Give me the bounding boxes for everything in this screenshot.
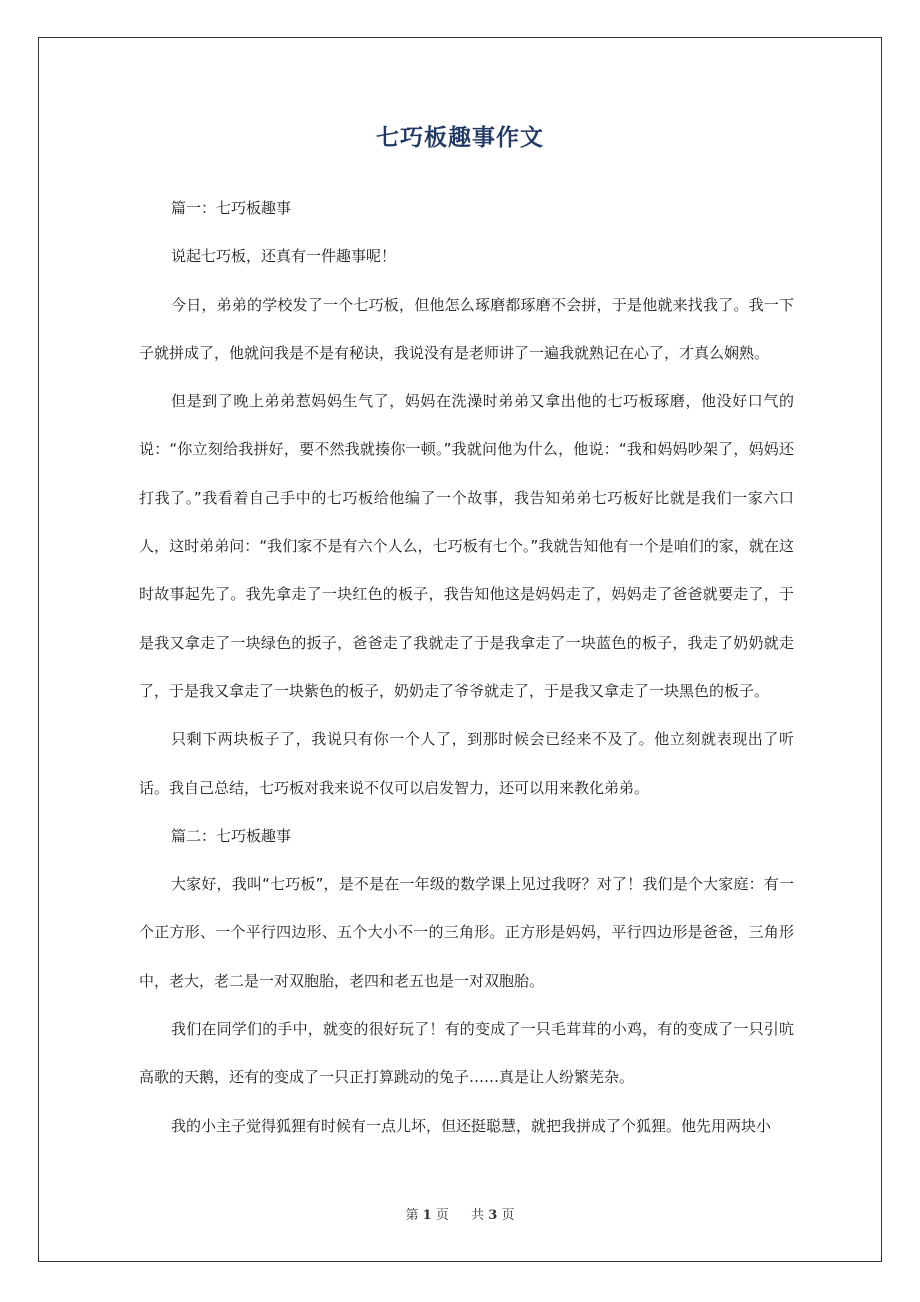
footer-total-pages: 3 <box>488 1208 498 1223</box>
footer-total-prefix: 共 <box>471 1208 485 1223</box>
paragraph: 今日，弟弟的学校发了一个七巧板，但他怎么琢磨都琢磨不会拼，于是他就来找我了。我一下子就拼成了，他就问我是不是有秘诀，我说没有是老师讲了一遍我就熟记在心了，才真么娴熟。 <box>139 295 794 362</box>
section-heading-1: 篇一：七巧板趣事 <box>171 199 292 217</box>
paragraph: 说起七巧板，还真有一件趣事呢！ <box>171 247 397 266</box>
footer-page-label: 页 <box>435 1208 449 1223</box>
footer-total-label: 页 <box>501 1208 515 1223</box>
paragraph: 但是到了晚上弟弟惹妈妈生气了，妈妈在洗澡时弟弟又拿出他的七巧板琢磨，他没好口气的说：“你立刻给我拼好，要不然我就揍你一顿。”我就问他为什么，他说：“我和妈妈吵架了，妈妈还打我了。”我看着自己手中的七巧板给他编了一个故事，我告知弟弟七巧板好比就是我们一家六口人，这时弟弟问：“我们家不是有六个人么，七巧板有七个。”我就告知他有一个是咱们的家，就在这时故事起先了。我先拿走了一块红色的板子，我告知他这是妈妈走了，妈妈走了爸爸就要走了，于是我又拿走了一块绿色的扳子，爸爸走了我就走了于是我拿走了一块蓝色的板子，我走了奶奶就走了，于是我又拿走了一块紫色的板子，奶奶走了爷爷就走了，于是我又拿走了一块黑色的板子。 <box>139 392 794 700</box>
paragraph: 我们在同学们的手中，就变的很好玩了！有的变成了一只毛茸茸的小鸡，有的变成了一只引吭高歌的天鹅，还有的变成了一只正打算跳动的兔子……真是让人纷繁芜杂。 <box>139 1020 794 1087</box>
document-title: 七巧板趣事作文 <box>376 125 544 151</box>
paragraph: 只剩下两块板子了，我说只有你一个人了，到那时候会已经来不及了。他立刻就表现出了听话。我自己总结，七巧板对我来说不仅可以启发智力，还可以用来教化弟弟。 <box>139 730 794 797</box>
footer-page-prefix: 第 <box>405 1208 419 1223</box>
section-heading-2: 篇二：七巧板趣事 <box>171 826 292 845</box>
document-body <box>139 184 794 1150</box>
paragraph: 我的小主子觉得狐狸有时候有一点儿坏，但还挺聪慧，就把我拼成了个狐狸。他先用两块小 <box>171 1116 772 1135</box>
footer-current-page: 1 <box>422 1208 432 1223</box>
paragraph: 大家好，我叫“七巧板”，是不是在一年级的数学课上见过我呀？对了！我们是个大家庭：有一个正方形、一个平行四边形、五个大小不一的三角形。正方形是妈妈，平行四边形是爸爸，三角形中，老大，老二是一对双胞胎，老四和老五也是一对双胞胎。 <box>139 875 794 990</box>
page-footer <box>0 1206 920 1226</box>
